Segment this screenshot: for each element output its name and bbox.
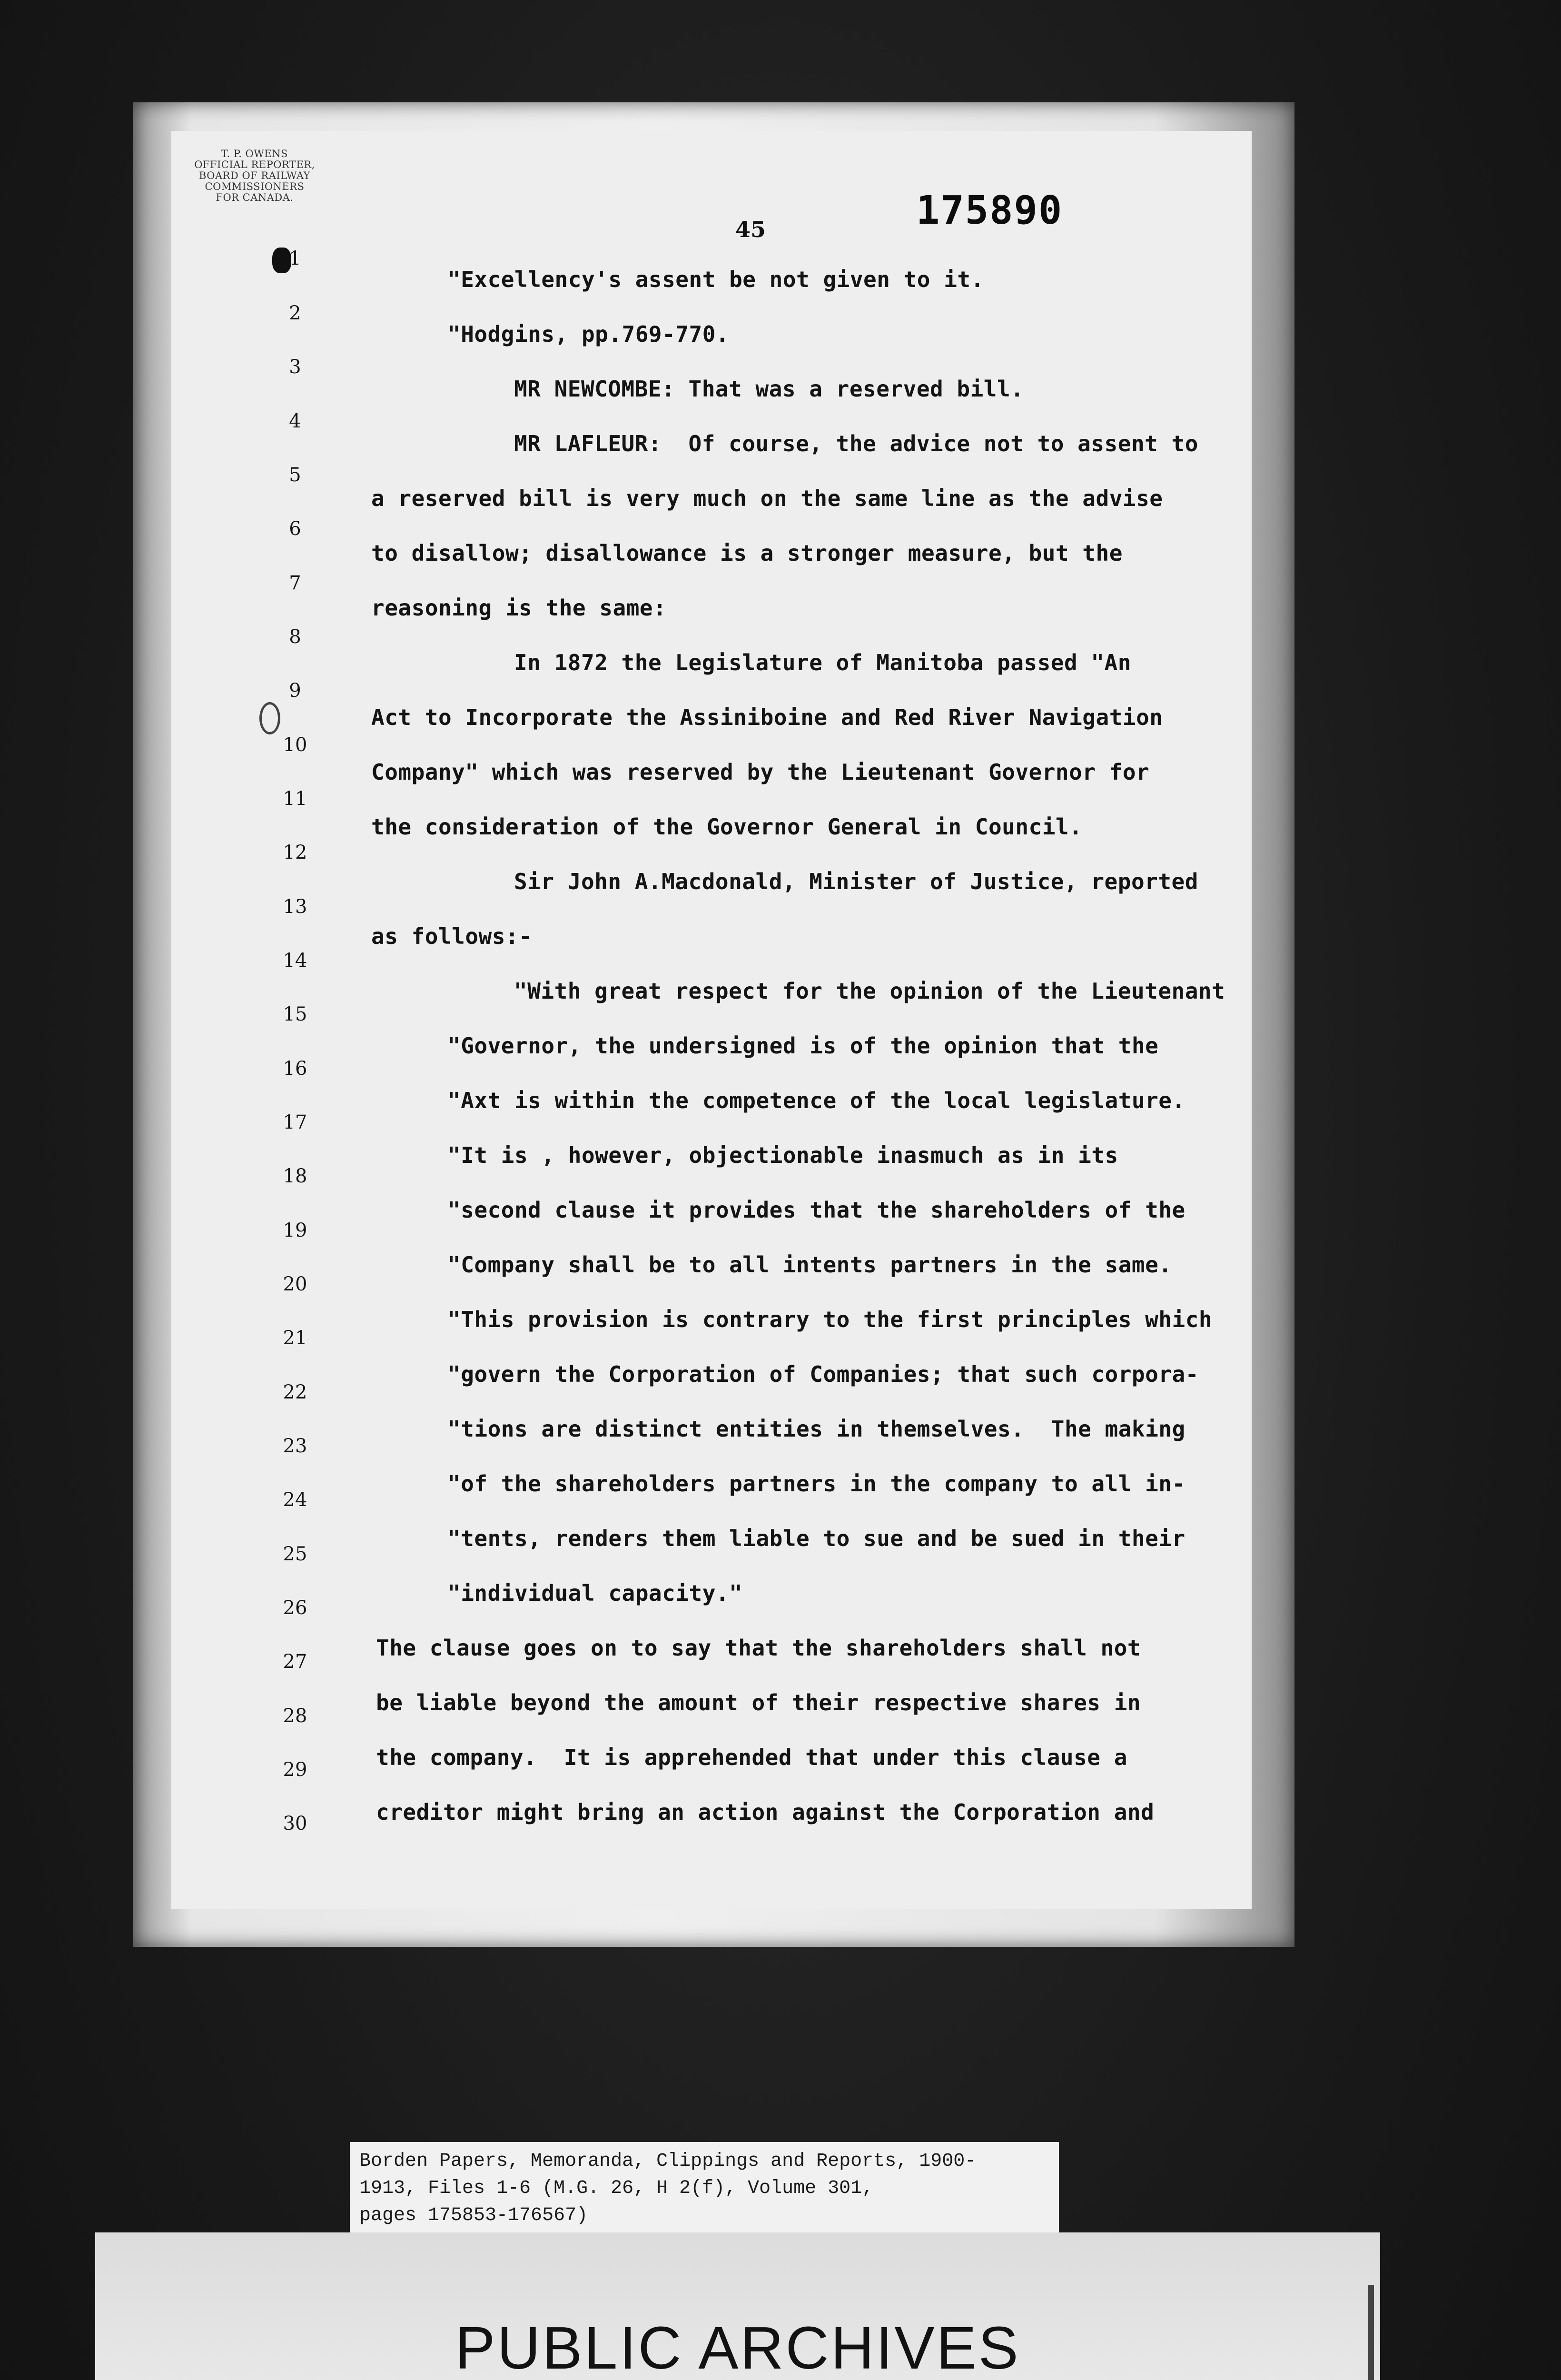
text-line: reasoning is the same: <box>371 595 667 621</box>
stamp-line: COMMISSIONERS <box>205 181 305 192</box>
line-number: 18 <box>283 1165 307 1187</box>
line-number: 13 <box>283 896 307 918</box>
line-number: 30 <box>283 1813 307 1835</box>
text-line: "tions are distinct entities in themselves. The making <box>447 1416 1186 1442</box>
line-number: 20 <box>283 1273 307 1295</box>
page-number: 45 <box>735 217 766 242</box>
text-line: "This provision is contrary to the first principles which <box>447 1307 1213 1332</box>
stamp-line: BOARD OF RAILWAY <box>198 170 311 181</box>
line-number: 2 <box>289 302 301 324</box>
text-line: the consideration of the Governor General in Council. <box>371 814 1083 840</box>
text-line: MR LAFLEUR: Of course, the advice not to assent to <box>514 431 1198 456</box>
stamp-line: OFFICIAL REPORTER, <box>194 159 315 170</box>
text-line: the company. It is apprehended that under this clause a <box>376 1745 1127 1770</box>
reporter-stamp <box>124 149 385 203</box>
reference-line: pages 175853-176567) <box>359 2205 588 2226</box>
text-line: MR NEWCOMBE: That was a reserved bill. <box>514 376 1024 402</box>
text-line: The clause goes on to say that the shareholders shall not <box>376 1635 1141 1661</box>
text-line: "Excellency's assent be not given to it. <box>447 267 984 292</box>
line-number: 8 <box>289 626 301 648</box>
line-number: 23 <box>283 1435 307 1457</box>
line-number: 12 <box>283 842 307 863</box>
text-line: In 1872 the Legislature of Manitoba passed "An <box>514 650 1131 675</box>
stamp-line: T. P. OWENS <box>221 148 288 159</box>
line-number: 7 <box>289 572 301 594</box>
public-archives-banner <box>95 2232 1380 2380</box>
line-number: 16 <box>283 1058 307 1080</box>
reference-line: 1913, Files 1-6 (M.G. 26, H 2(f), Volume 301, <box>359 2178 874 2199</box>
line-number: 10 <box>283 734 307 756</box>
line-number: 19 <box>283 1220 307 1241</box>
line-number: 14 <box>283 950 307 972</box>
text-line: "Governor, the undersigned is of the opinion that the <box>447 1033 1159 1059</box>
text-line: Sir John A.Macdonald, Minister of Justice, reported <box>514 869 1198 894</box>
text-line: "individual capacity." <box>447 1580 743 1606</box>
line-number: 29 <box>283 1759 307 1781</box>
text-line: creditor might bring an action against the Corporation and <box>376 1799 1155 1825</box>
line-number: 6 <box>289 518 301 540</box>
reference-line: Borden Papers, Memoranda, Clippings and Reports, 1900- <box>359 2151 977 2172</box>
text-line: as follows:- <box>371 923 533 949</box>
text-line: "Hodgins, pp.769-770. <box>447 321 730 347</box>
catalogue-reference-label <box>350 2142 1059 2235</box>
banner-edge-strip <box>1368 2285 1374 2380</box>
line-number: 27 <box>283 1651 307 1673</box>
stamp-line: FOR CANADA. <box>216 192 294 203</box>
text-line: Act to Incorporate the Assiniboine and Red River Navigation <box>371 704 1163 730</box>
text-line: "tents, renders them liable to sue and be sued in their <box>447 1526 1186 1551</box>
text-line: "govern the Corporation of Companies; that such corpora- <box>447 1361 1199 1387</box>
ring-mark <box>259 702 280 734</box>
line-number: 9 <box>289 680 301 702</box>
text-line: a reserved bill is very much on the same line as the advise <box>371 486 1163 511</box>
text-line: "second clause it provides that the shareholders of the <box>447 1197 1186 1223</box>
line-number: 22 <box>283 1381 307 1403</box>
line-number: 26 <box>283 1597 307 1619</box>
line-number: 11 <box>283 788 307 810</box>
text-line: "With great respect for the opinion of the Lieutenant <box>514 978 1225 1004</box>
text-line: "Company shall be to all intents partners in the same. <box>447 1252 1172 1278</box>
text-line: "Axt is within the competence of the local legislature. <box>447 1088 1186 1113</box>
text-line: be liable beyond the amount of their respective shares in <box>376 1690 1141 1716</box>
line-number: 1 <box>289 248 301 269</box>
line-number: 3 <box>289 356 301 378</box>
text-line: "of the shareholders partners in the company to all in- <box>447 1471 1186 1497</box>
text-line: Company" which was reserved by the Lieutenant Governor for <box>371 759 1150 785</box>
line-number: 4 <box>289 410 301 432</box>
line-number: 28 <box>283 1705 307 1727</box>
text-line: "It is , however, objectionable inasmuch as in its <box>447 1142 1118 1168</box>
line-number: 25 <box>283 1543 307 1565</box>
line-number: 21 <box>283 1327 307 1349</box>
text-line: to disallow; disallowance is a stronger measure, but the <box>371 540 1123 566</box>
line-number: 15 <box>283 1003 307 1025</box>
line-number: 5 <box>289 464 301 486</box>
line-number: 17 <box>283 1111 307 1133</box>
banner-title-english: PUBLIC ARCHIVES <box>455 2314 1020 2380</box>
document-number: 175890 <box>916 188 1063 233</box>
line-number: 24 <box>283 1489 307 1511</box>
